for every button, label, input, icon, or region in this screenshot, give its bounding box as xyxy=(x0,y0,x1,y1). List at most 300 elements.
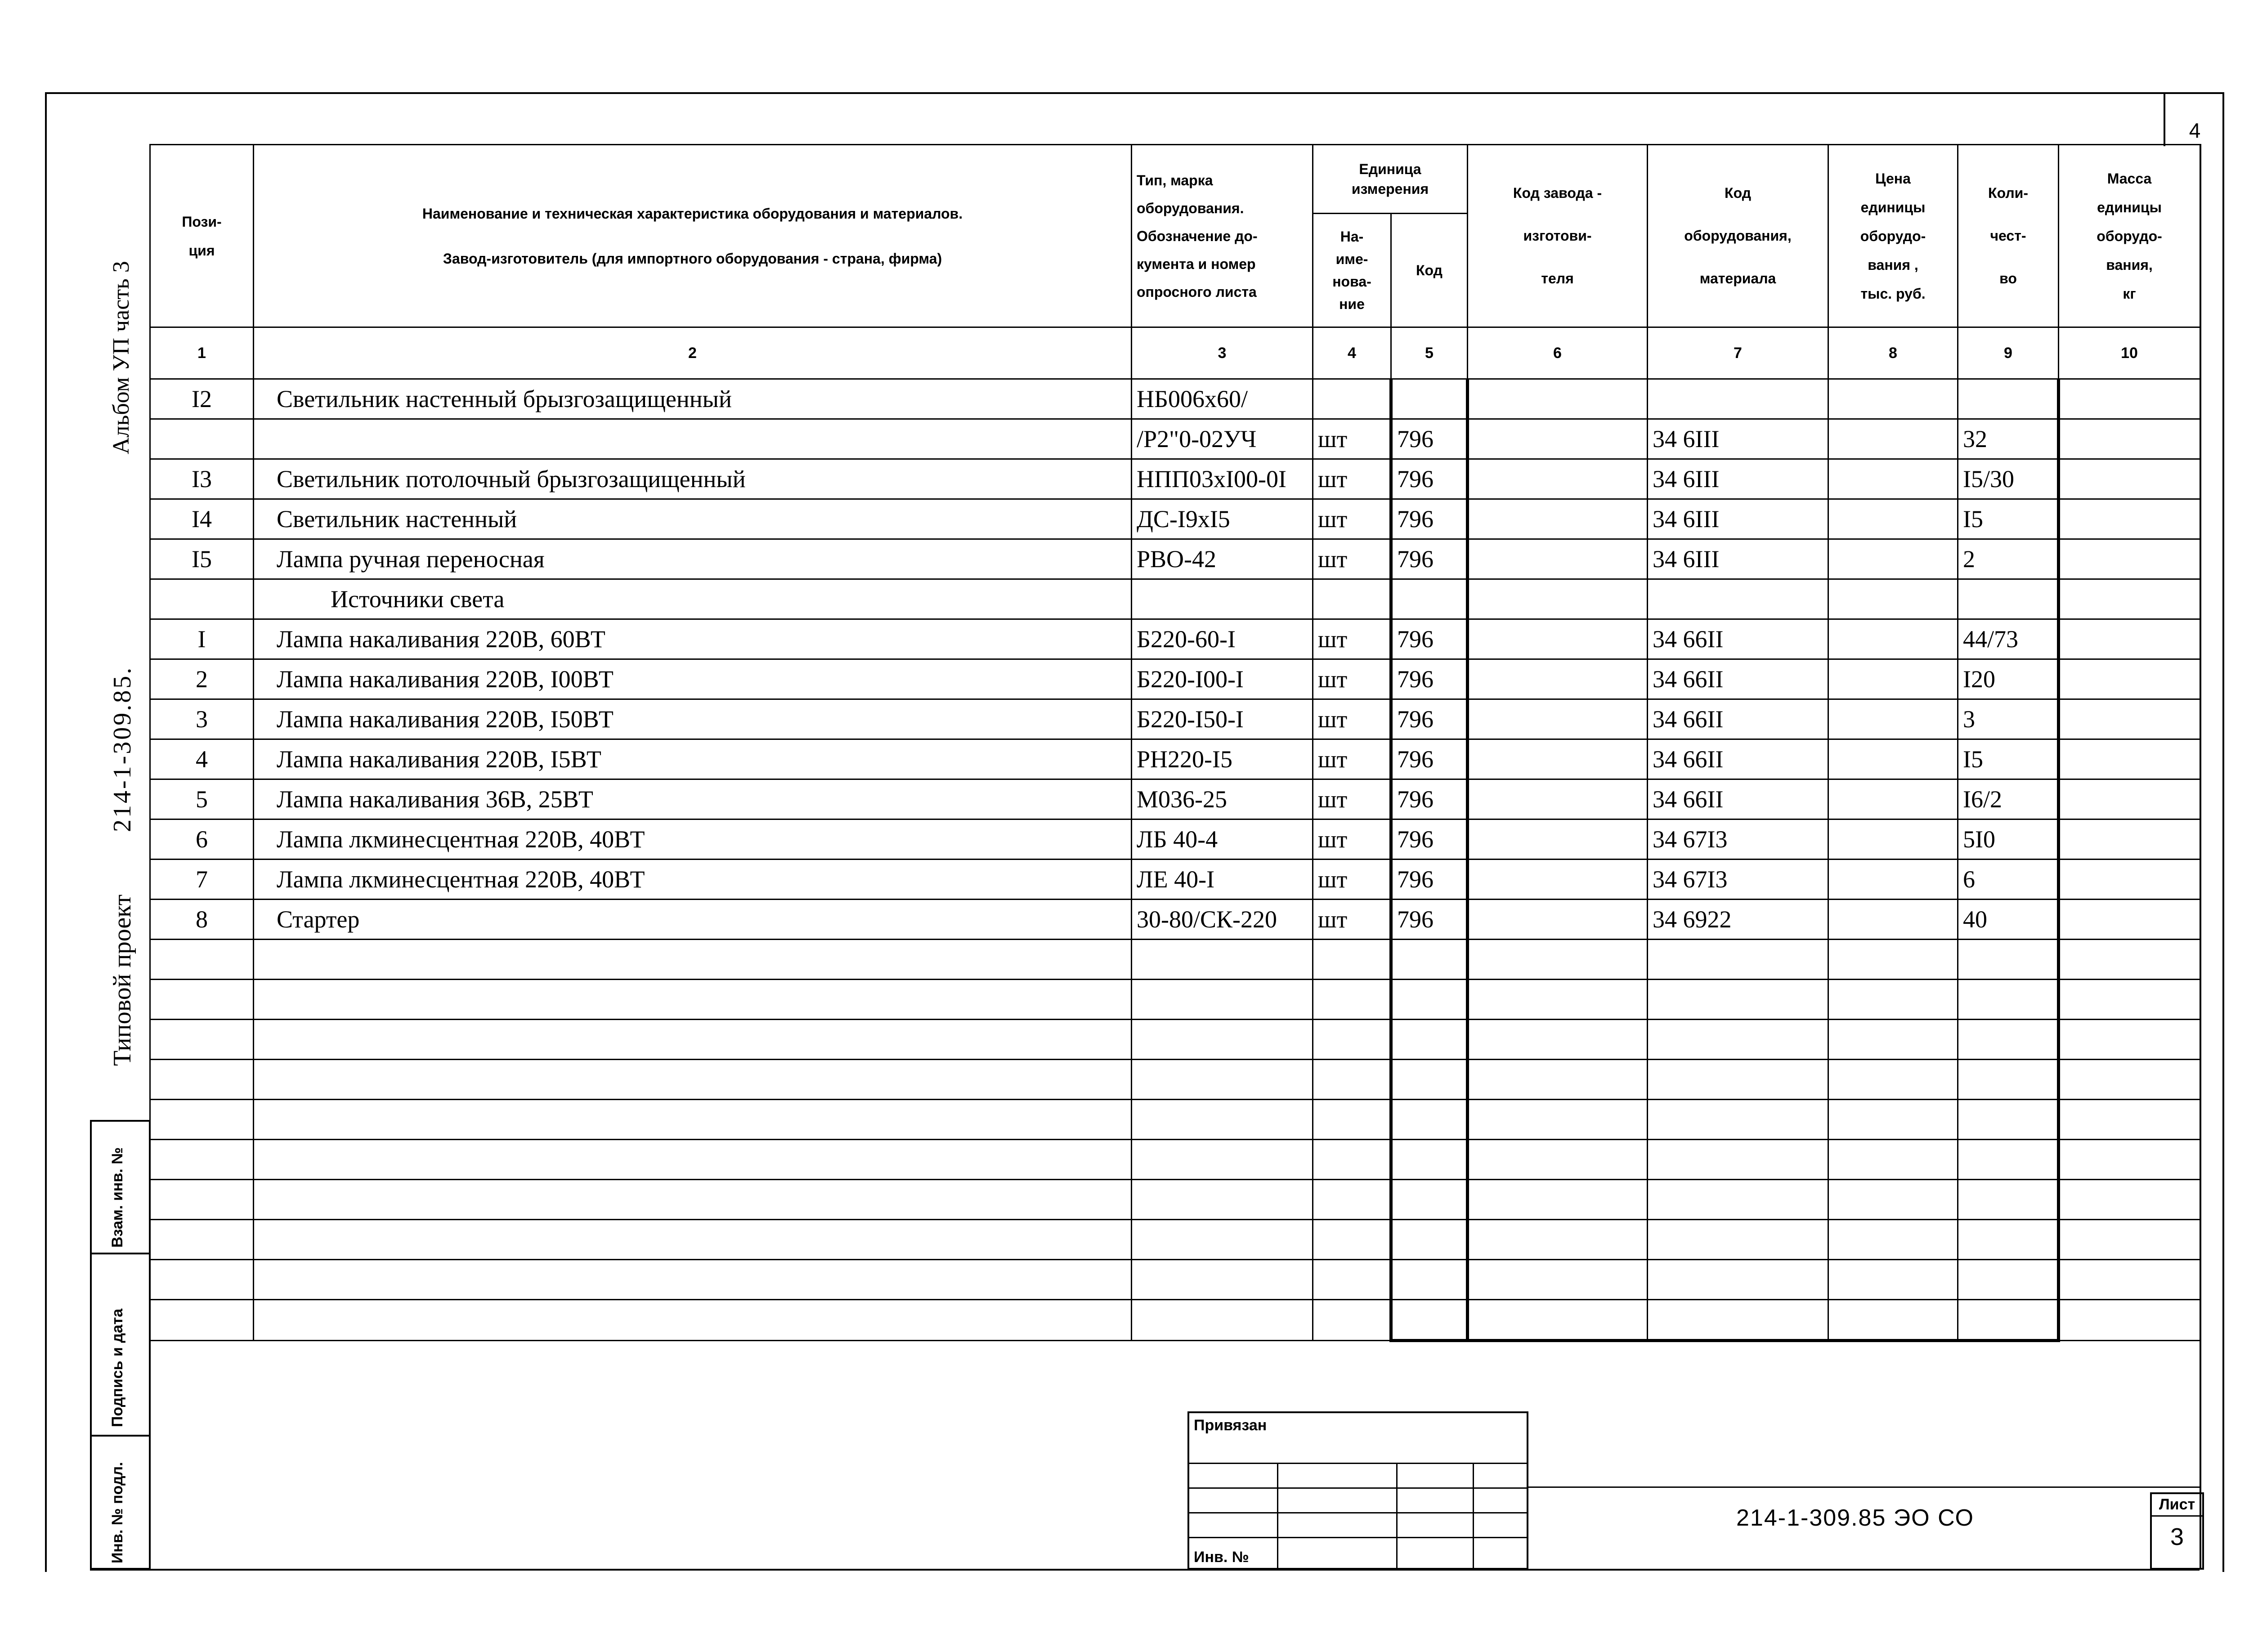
page-number: 4 xyxy=(2164,92,2224,146)
cell-mass xyxy=(2059,940,2200,980)
cell-quantity: 32 xyxy=(1958,419,2059,459)
cell-factory-code xyxy=(1468,1100,1648,1140)
cell-mass xyxy=(2059,1100,2200,1140)
cell-type xyxy=(1132,1180,1313,1220)
cell-factory-code xyxy=(1468,579,1648,619)
cell-material-code xyxy=(1648,1180,1828,1220)
cell-position: 2 xyxy=(150,659,254,699)
cell-factory-code xyxy=(1468,900,1648,940)
cell-quantity xyxy=(1958,1300,2059,1341)
cell-unit-name xyxy=(1313,1220,1391,1260)
cell-material-code xyxy=(1648,579,1828,619)
sheet-number: 3 xyxy=(2170,1523,2184,1550)
cell-mass xyxy=(2059,659,2200,699)
specification-table xyxy=(149,144,2201,1342)
cell-name: Лампа лкминесцентная 220В, 40ВТ xyxy=(254,819,1132,860)
cell-position: 4 xyxy=(150,739,254,779)
cell-factory-code xyxy=(1468,1060,1648,1100)
cell-position: 7 xyxy=(150,860,254,900)
header-price: Цена единицы оборудо- вания , тыс. руб. xyxy=(1828,145,1958,327)
cell-type xyxy=(1132,1020,1313,1060)
cell-unit-code xyxy=(1391,1180,1468,1220)
cell-quantity: 40 xyxy=(1958,900,2059,940)
stamp-bound-label: Привязан xyxy=(1194,1417,1267,1434)
cell-material-code: 34 66II xyxy=(1648,779,1828,819)
cell-mass xyxy=(2059,860,2200,900)
document-code: 214-1-309.85 ЭО СО xyxy=(1736,1505,1974,1531)
cell-mass xyxy=(2059,619,2200,659)
cell-name: Лампа накаливания 220В, I5ВТ xyxy=(254,739,1132,779)
table-row xyxy=(150,619,2200,659)
cell-price xyxy=(1828,1100,1958,1140)
cell-mass xyxy=(2059,1220,2200,1260)
sheet-box xyxy=(2150,1492,2204,1570)
cell-quantity xyxy=(1958,1100,2059,1140)
cell-name xyxy=(254,1060,1132,1100)
cell-price xyxy=(1828,1020,1958,1060)
cell-name: Светильник потолочный брызгозащищенный xyxy=(254,459,1132,499)
table-row xyxy=(150,1300,2200,1341)
cell-mass xyxy=(2059,1140,2200,1180)
cell-position: I xyxy=(150,619,254,659)
cell-name xyxy=(254,1260,1132,1300)
side-box-signature-date xyxy=(90,1253,151,1437)
cell-mass xyxy=(2059,499,2200,539)
cell-name xyxy=(254,1020,1132,1060)
table-row xyxy=(150,779,2200,819)
cell-position: 6 xyxy=(150,819,254,860)
cell-unit-code xyxy=(1391,1220,1468,1260)
cell-price xyxy=(1828,940,1958,980)
cell-unit-name xyxy=(1313,1020,1391,1060)
cell-type xyxy=(1132,579,1313,619)
cell-unit-code: 796 xyxy=(1391,659,1468,699)
table-row xyxy=(150,1140,2200,1180)
cell-quantity: I20 xyxy=(1958,659,2059,699)
sheet-label: Лист xyxy=(2152,1494,2202,1517)
cell-price xyxy=(1828,459,1958,499)
cell-position: 5 xyxy=(150,779,254,819)
cell-price xyxy=(1828,699,1958,739)
cell-price xyxy=(1828,860,1958,900)
table-row xyxy=(150,459,2200,499)
cell-name: Лампа лкминесцентная 220В, 40ВТ xyxy=(254,860,1132,900)
cell-unit-name xyxy=(1313,1140,1391,1180)
binding-stamp xyxy=(1187,1411,1528,1570)
table-row xyxy=(150,379,2200,419)
cell-quantity xyxy=(1958,1220,2059,1260)
cell-name xyxy=(254,1220,1132,1260)
header-unit-name: На- име- нова- ние xyxy=(1313,214,1391,327)
colnum-7: 7 xyxy=(1648,327,1828,379)
cell-position xyxy=(150,1180,254,1220)
cell-unit-name: шт xyxy=(1313,499,1391,539)
header-mass: Масса единицы оборудо- вания, кг xyxy=(2059,145,2200,327)
frame-bottom-line xyxy=(90,1569,2200,1571)
cell-quantity xyxy=(1958,980,2059,1020)
cell-quantity xyxy=(1958,1180,2059,1220)
colnum-9: 9 xyxy=(1958,327,2059,379)
cell-unit-name: шт xyxy=(1313,659,1391,699)
cell-type xyxy=(1132,940,1313,980)
cell-price xyxy=(1828,379,1958,419)
cell-unit-code xyxy=(1391,579,1468,619)
cell-type xyxy=(1132,1220,1313,1260)
cell-price xyxy=(1828,539,1958,579)
side-album-label: Альбом УП часть 3 xyxy=(108,261,134,454)
cell-position: I4 xyxy=(150,499,254,539)
cell-type: Б220-I00-I xyxy=(1132,659,1313,699)
cell-position xyxy=(150,419,254,459)
cell-unit-code xyxy=(1391,1060,1468,1100)
colnum-2: 2 xyxy=(254,327,1132,379)
table-row xyxy=(150,1020,2200,1060)
cell-type: Б220-I50-I xyxy=(1132,699,1313,739)
cell-type xyxy=(1132,1300,1313,1341)
cell-factory-code xyxy=(1468,1220,1648,1260)
colnum-5: 5 xyxy=(1391,327,1468,379)
cell-unit-code: 796 xyxy=(1391,900,1468,940)
cell-unit-name xyxy=(1313,1100,1391,1140)
cell-unit-code xyxy=(1391,1020,1468,1060)
table-row xyxy=(150,1180,2200,1220)
cell-name xyxy=(254,1180,1132,1220)
cell-type: Б220-60-I xyxy=(1132,619,1313,659)
cell-name xyxy=(254,419,1132,459)
table-row xyxy=(150,419,2200,459)
cell-type: РВО-42 xyxy=(1132,539,1313,579)
header-factory-code: Код завода - изготови- теля xyxy=(1468,145,1648,327)
cell-type xyxy=(1132,1140,1313,1180)
cell-material-code: 34 66II xyxy=(1648,699,1828,739)
colnum-10: 10 xyxy=(2059,327,2200,379)
cell-mass xyxy=(2059,419,2200,459)
cell-mass xyxy=(2059,900,2200,940)
cell-mass xyxy=(2059,1260,2200,1300)
table-row xyxy=(150,1060,2200,1100)
cell-factory-code xyxy=(1468,1180,1648,1220)
cell-unit-code: 796 xyxy=(1391,619,1468,659)
table-row xyxy=(150,1220,2200,1260)
table-row xyxy=(150,940,2200,980)
cell-unit-name xyxy=(1313,940,1391,980)
cell-factory-code xyxy=(1468,539,1648,579)
cell-factory-code xyxy=(1468,1260,1648,1300)
cell-position xyxy=(150,1220,254,1260)
cell-position xyxy=(150,1020,254,1060)
cell-unit-code xyxy=(1391,379,1468,419)
cell-price xyxy=(1828,1060,1958,1100)
cell-unit-code: 796 xyxy=(1391,539,1468,579)
cell-material-code: 34 67I3 xyxy=(1648,860,1828,900)
cell-unit-name: шт xyxy=(1313,900,1391,940)
cell-quantity xyxy=(1958,579,2059,619)
cell-unit-name: шт xyxy=(1313,419,1391,459)
cell-quantity: I5/30 xyxy=(1958,459,2059,499)
cell-unit-code: 796 xyxy=(1391,739,1468,779)
cell-material-code: 34 6922 xyxy=(1648,900,1828,940)
cell-name xyxy=(254,1300,1132,1341)
cell-price xyxy=(1828,1300,1958,1341)
cell-quantity: I5 xyxy=(1958,739,2059,779)
cell-mass xyxy=(2059,1300,2200,1341)
cell-quantity: 5I0 xyxy=(1958,819,2059,860)
cell-unit-name: шт xyxy=(1313,619,1391,659)
header-unit-code: Код xyxy=(1391,214,1468,327)
cell-unit-name xyxy=(1313,980,1391,1020)
cell-position: I3 xyxy=(150,459,254,499)
cell-position xyxy=(150,980,254,1020)
colnum-4: 4 xyxy=(1313,327,1391,379)
cell-price xyxy=(1828,1220,1958,1260)
cell-name: Лампа накаливания 36В, 25ВТ xyxy=(254,779,1132,819)
cell-material-code: 34 66II xyxy=(1648,619,1828,659)
cell-type: ДС-I9хI5 xyxy=(1132,499,1313,539)
cell-type xyxy=(1132,980,1313,1020)
cell-name xyxy=(254,1100,1132,1140)
cell-position xyxy=(150,940,254,980)
cell-name: Светильник настенный xyxy=(254,499,1132,539)
table-row xyxy=(150,699,2200,739)
cell-type: ЛЕ 40-I xyxy=(1132,860,1313,900)
cell-name: Лампа накаливания 220В, I00ВТ xyxy=(254,659,1132,699)
cell-type: М036-25 xyxy=(1132,779,1313,819)
cell-type: НПП03хI00-0I xyxy=(1132,459,1313,499)
cell-unit-code: 796 xyxy=(1391,779,1468,819)
cell-position: 8 xyxy=(150,900,254,940)
cell-unit-name xyxy=(1313,1060,1391,1100)
cell-name xyxy=(254,980,1132,1020)
table-body xyxy=(150,379,2200,1341)
cell-type: /Р2"0-02УЧ xyxy=(1132,419,1313,459)
side-box-replace-inv xyxy=(90,1120,151,1254)
colnum-8: 8 xyxy=(1828,327,1958,379)
cell-name: Светильник настенный брызгозащищенный xyxy=(254,379,1132,419)
cell-price xyxy=(1828,419,1958,459)
cell-quantity xyxy=(1958,1020,2059,1060)
cell-quantity xyxy=(1958,379,2059,419)
cell-unit-code xyxy=(1391,1100,1468,1140)
cell-price xyxy=(1828,499,1958,539)
cell-unit-name xyxy=(1313,1180,1391,1220)
cell-factory-code xyxy=(1468,1020,1648,1060)
cell-mass xyxy=(2059,539,2200,579)
table-row xyxy=(150,539,2200,579)
header-type: Тип, марка оборудования. Обозначение до- кумента и номер опросного листа xyxy=(1132,145,1313,327)
cell-price xyxy=(1828,779,1958,819)
cell-price xyxy=(1828,579,1958,619)
cell-unit-name: шт xyxy=(1313,699,1391,739)
cell-position xyxy=(150,1140,254,1180)
cell-material-code: 34 66II xyxy=(1648,659,1828,699)
cell-unit-name xyxy=(1313,379,1391,419)
cell-mass xyxy=(2059,779,2200,819)
cell-quantity: 3 xyxy=(1958,699,2059,739)
side-box-replace-inv-label: Взам. инв. № xyxy=(109,1147,126,1248)
cell-quantity: 44/73 xyxy=(1958,619,2059,659)
cell-type: ЛБ 40-4 xyxy=(1132,819,1313,860)
cell-price xyxy=(1828,900,1958,940)
cell-type xyxy=(1132,1100,1313,1140)
cell-unit-code: 796 xyxy=(1391,699,1468,739)
stamp-line-4 xyxy=(1189,1537,1527,1538)
cell-factory-code xyxy=(1468,819,1648,860)
cell-unit-name xyxy=(1313,579,1391,619)
stamp-line-3 xyxy=(1189,1512,1527,1513)
cell-quantity xyxy=(1958,940,2059,980)
cell-material-code xyxy=(1648,1140,1828,1180)
cell-unit-code xyxy=(1391,1260,1468,1300)
cell-quantity xyxy=(1958,1140,2059,1180)
cell-name: Лампа накаливания 220В, I50ВТ xyxy=(254,699,1132,739)
cell-factory-code xyxy=(1468,1300,1648,1341)
header-row-1 xyxy=(150,145,2200,214)
cell-name xyxy=(254,940,1132,980)
cell-quantity: 6 xyxy=(1958,860,2059,900)
cell-position: I2 xyxy=(150,379,254,419)
cell-price xyxy=(1828,619,1958,659)
cell-type: РН220-I5 xyxy=(1132,739,1313,779)
cell-position xyxy=(150,1060,254,1100)
cell-quantity xyxy=(1958,1060,2059,1100)
cell-material-code xyxy=(1648,1300,1828,1341)
side-project-code: 214-1-309.85. xyxy=(108,666,136,832)
cell-material-code xyxy=(1648,379,1828,419)
cell-material-code xyxy=(1648,980,1828,1020)
cell-material-code: 34 6III xyxy=(1648,539,1828,579)
stamp-line-2 xyxy=(1189,1487,1527,1489)
table-row xyxy=(150,900,2200,940)
cell-type xyxy=(1132,1060,1313,1100)
cell-unit-name: шт xyxy=(1313,860,1391,900)
cell-unit-code: 796 xyxy=(1391,499,1468,539)
cell-material-code xyxy=(1648,1060,1828,1100)
cell-unit-code xyxy=(1391,1140,1468,1180)
header-material-code: Код оборудования, материала xyxy=(1648,145,1828,327)
cell-price xyxy=(1828,980,1958,1020)
cell-factory-code xyxy=(1468,779,1648,819)
cell-name: Источники света xyxy=(254,579,1132,619)
cell-price xyxy=(1828,659,1958,699)
title-block-line xyxy=(1528,1486,2200,1488)
cell-factory-code xyxy=(1468,419,1648,459)
cell-factory-code xyxy=(1468,980,1648,1020)
cell-position xyxy=(150,579,254,619)
stamp-vline-2 xyxy=(1396,1463,1398,1571)
table-row xyxy=(150,1100,2200,1140)
cell-name: Лампа ручная переносная xyxy=(254,539,1132,579)
cell-mass xyxy=(2059,739,2200,779)
cell-name: Лампа накаливания 220В, 60ВТ xyxy=(254,619,1132,659)
cell-price xyxy=(1828,739,1958,779)
cell-factory-code xyxy=(1468,499,1648,539)
table-row xyxy=(150,659,2200,699)
table-row xyxy=(150,980,2200,1020)
cell-factory-code xyxy=(1468,459,1648,499)
cell-unit-name: шт xyxy=(1313,539,1391,579)
cell-unit-code: 796 xyxy=(1391,860,1468,900)
cell-unit-name: шт xyxy=(1313,779,1391,819)
cell-factory-code xyxy=(1468,860,1648,900)
cell-material-code xyxy=(1648,1020,1828,1060)
table-row xyxy=(150,860,2200,900)
header-name: Наименование и техническая характеристика оборудования и материалов. Завод-изготовитель (для импортного оборудования - страна, фирма) xyxy=(254,145,1132,327)
cell-unit-code xyxy=(1391,1300,1468,1341)
stamp-inv-label: Инв. № xyxy=(1194,1549,1249,1566)
header-quantity: Коли- чест- во xyxy=(1958,145,2059,327)
cell-unit-name: шт xyxy=(1313,739,1391,779)
cell-mass xyxy=(2059,1020,2200,1060)
cell-price xyxy=(1828,819,1958,860)
cell-mass xyxy=(2059,579,2200,619)
table-row xyxy=(150,819,2200,860)
table-row xyxy=(150,499,2200,539)
cell-factory-code xyxy=(1468,659,1648,699)
cell-quantity: I6/2 xyxy=(1958,779,2059,819)
cell-unit-name: шт xyxy=(1313,819,1391,860)
cell-unit-name: шт xyxy=(1313,459,1391,499)
cell-name: Стартер xyxy=(254,900,1132,940)
cell-unit-code: 796 xyxy=(1391,819,1468,860)
cell-price xyxy=(1828,1180,1958,1220)
colnum-1: 1 xyxy=(150,327,254,379)
cell-mass xyxy=(2059,1180,2200,1220)
column-number-row xyxy=(150,327,2200,379)
table-row xyxy=(150,739,2200,779)
colnum-6: 6 xyxy=(1468,327,1648,379)
cell-unit-code xyxy=(1391,940,1468,980)
cell-position xyxy=(150,1260,254,1300)
side-box-inv-original xyxy=(90,1435,151,1570)
cell-factory-code xyxy=(1468,739,1648,779)
cell-material-code xyxy=(1648,1260,1828,1300)
cell-price xyxy=(1828,1140,1958,1180)
cell-type: 30-80/СК-220 xyxy=(1132,900,1313,940)
cell-position: 3 xyxy=(150,699,254,739)
side-project-type: Типовой проект xyxy=(108,894,136,1066)
cell-mass xyxy=(2059,819,2200,860)
cell-price xyxy=(1828,1260,1958,1300)
cell-quantity: 2 xyxy=(1958,539,2059,579)
side-box-inv-original-label: Инв. № подл. xyxy=(109,1462,126,1563)
cell-unit-name xyxy=(1313,1260,1391,1300)
cell-type: НБ006х60/ xyxy=(1132,379,1313,419)
cell-factory-code xyxy=(1468,940,1648,980)
stamp-vline-3 xyxy=(1473,1463,1474,1571)
cell-material-code: 34 67I3 xyxy=(1648,819,1828,860)
cell-material-code: 34 6III xyxy=(1648,419,1828,459)
cell-mass xyxy=(2059,379,2200,419)
colnum-3: 3 xyxy=(1132,327,1313,379)
cell-material-code: 34 6III xyxy=(1648,459,1828,499)
cell-position xyxy=(150,1100,254,1140)
side-box-signature-date-label: Подпись и дата xyxy=(109,1308,126,1427)
cell-mass xyxy=(2059,980,2200,1020)
cell-material-code xyxy=(1648,1220,1828,1260)
cell-quantity: I5 xyxy=(1958,499,2059,539)
cell-material-code xyxy=(1648,940,1828,980)
cell-unit-code: 796 xyxy=(1391,459,1468,499)
frame-right-inner-line xyxy=(2200,144,2201,1570)
cell-position: I5 xyxy=(150,539,254,579)
stamp-line-1 xyxy=(1189,1463,1527,1464)
cell-mass xyxy=(2059,1060,2200,1100)
stamp-vline-1 xyxy=(1277,1463,1278,1571)
table-row xyxy=(150,579,2200,619)
cell-unit-code: 796 xyxy=(1391,419,1468,459)
cell-mass xyxy=(2059,699,2200,739)
header-unit-group: Единица измерения xyxy=(1313,145,1468,214)
